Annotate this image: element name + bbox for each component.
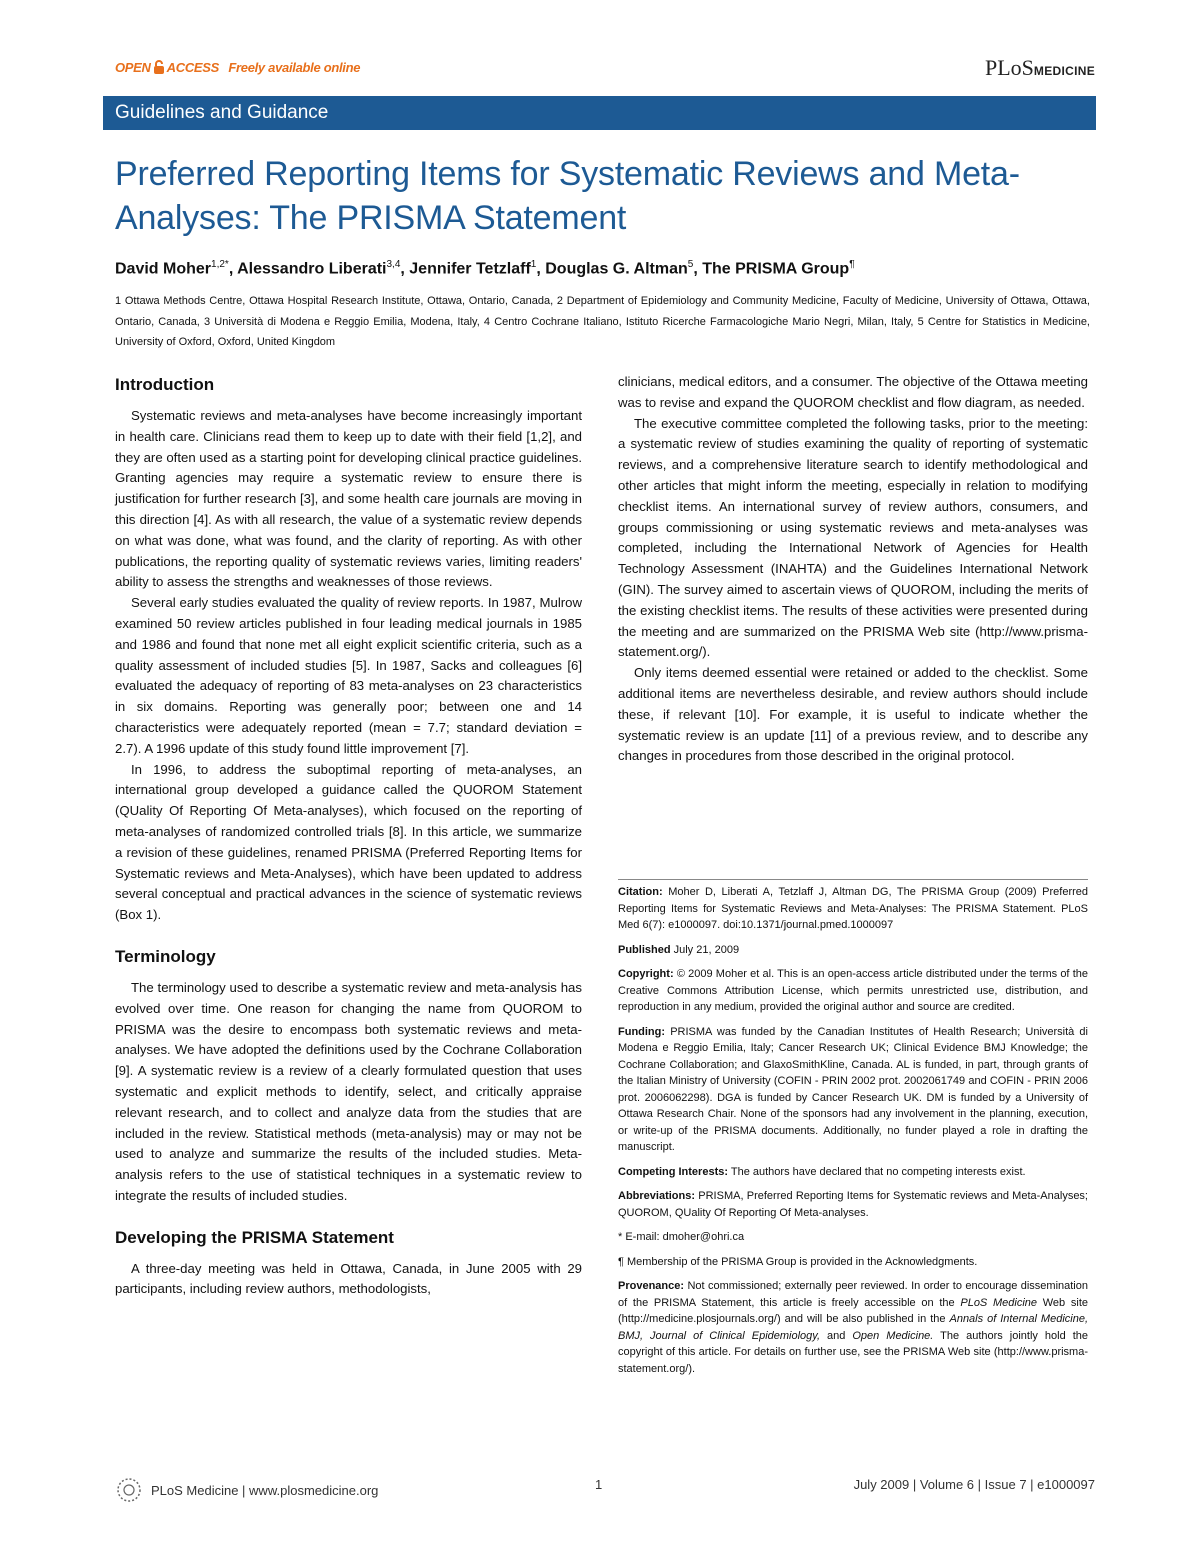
- heading-introduction: Introduction: [115, 375, 215, 394]
- published: [618, 942, 1088, 959]
- freely-available-text: Freely available online: [228, 60, 361, 75]
- paragraph: Only items deemed essential were retained or added to the checklist. Some additional items are nevertheless desirable, and review authors should include these, if relevant [10]. For example, it is useful to indicate whether the systematic review is an update [11] of a previous review, and to describe any changes in procedures from those described in the original protocol.: [618, 665, 1088, 764]
- funding: [618, 1024, 1088, 1156]
- author-name: David Moher: [115, 260, 212, 278]
- funding-text: PRISMA was funded by the Canadian Institutes of Health Research; Università di Modena e Reggio Emilia, Italy; Cancer Research UK; Clinical Evidence BMJ Knowledge; the Cochrane Collaboration; and GlaxoSmithKline, Canada. AL is funded, in part, through grants of the Italian Ministry of University (COFIN - PRIN 2002 prot. 2002061749 and COFIN - PRIN 2006 prot. 2006062298). DGA is funded by Cancer Research UK. DM is funded by a University of Ottawa Research Chair. None of the sponsors had any involvement in the planning, execution, or write-up of the PRISMA documents. Additionally, no funder played a role in drafting the manuscript.: [618, 1025, 1088, 1153]
- open-text: OPEN: [115, 60, 151, 75]
- provenance-text-d: The authors jointly hold the copyright of this article. For details on further use, see the PRISMA Web site (http://www.prisma-statement.org/).: [618, 1329, 1088, 1375]
- footer-left: [115, 1477, 378, 1503]
- right-column: [618, 372, 1088, 767]
- affiliations: 1 Ottawa Methods Centre, Ottawa Hospital Research Institute, Ottawa, Ontario, Canada, 2 Department of Epidemiology and Community Medicine, Faculty of Medicine, University of Ottawa, Ottawa, Ontario, Canada, 3 Università di Modena e Reggio Emilia, Modena, Italy, 4 Centro Cochrane Italiano, Istituto Ricerche Farmacologiche Mario Negri, Milan, Italy, 5 Centre for Statistics in Medicine, University of Oxford, Oxford, United Kingdom: [115, 295, 1090, 348]
- provenance: [618, 1278, 1088, 1377]
- competing-text: The authors have declared that no competing interests exist.: [730, 1165, 1026, 1178]
- competing-interests: [618, 1164, 1088, 1181]
- citation: [618, 884, 1088, 934]
- membership-note: ¶ Membership of the PRISMA Group is provided in the Acknowledgments.: [618, 1255, 978, 1268]
- author-sup: 3,4: [386, 259, 401, 270]
- published-label: Published: [618, 943, 671, 956]
- copyright-text: © 2009 Moher et al. This is an open-access article distributed under the terms of the Creative Commons Attribution License, which permits unrestricted use, distribution, and reproduction in any medium, provided the original author and source are credited.: [618, 968, 1088, 1013]
- abbreviations: [618, 1188, 1088, 1221]
- journal-logo: [985, 55, 1095, 81]
- provenance-label: Provenance:: [618, 1280, 685, 1292]
- journal-logo-main: PLoS: [985, 55, 1034, 80]
- paragraph: The executive committee completed the following tasks, prior to the meeting: a systematic review of studies examining the quality of reporting of systematic reviews, and a comprehensive literature search to identify methodological and other articles that might inform the meeting, especially in relation to modifying checklist items. An international survey of review authors, consumers, and groups commissioning or using systematic reviews and meta-analyses was completed, including the International Network of Agencies for Health Technology Assessment (INAHTA) and the Guidelines International Network (GIN). The survey aimed to ascertain views of QUOROM, including the merits of the existing checklist items. The results of these activities were presented during the meeting and are summarized on the PRISMA Web site (http://www.prisma-statement.org/).: [618, 415, 1088, 660]
- open-lock-icon: [153, 60, 165, 75]
- provenance-journal: Open Medicine.: [852, 1329, 934, 1342]
- heading-terminology: Terminology: [115, 946, 216, 966]
- author-sup: 5: [687, 259, 694, 270]
- heading-developing: Developing the PRISMA Statement: [115, 1227, 394, 1247]
- author-name: Jennifer Tetzlaff: [409, 260, 531, 278]
- left-column: [115, 372, 582, 1300]
- author-name: The PRISMA Group: [702, 260, 850, 278]
- article-title: Preferred Reporting Items for Systematic Reviews and Meta-Analyses: The PRISMA Statement: [115, 155, 1020, 237]
- paragraph: In 1996, to address the suboptimal reporting of meta-analyses, an international group developed a guidance called the QUOROM Statement (QUality Of Reporting Of Meta-analyses), which focused on the reporting of meta-analyses of randomized controlled trials [8]. In this article, we summarize a revision of these guidelines, renamed PRISMA (Preferred Reporting Items for Systematic reviews and Meta-Analyses), which have been updated to address several conceptual and practical advances in the science of systematic reviews (Box 1).: [115, 761, 582, 923]
- access-text: ACCESS: [166, 60, 220, 75]
- paragraph: The terminology used to describe a systematic review and meta-analysis has evolved over time. One reason for changing the name from QUOROM to PRISMA was the desire to encompass both systematic reviews and meta-analyses. We have adopted the definitions used by the Cochrane Collaboration [9]. A systematic review is a review of a clearly formulated question that uses systematic and explicit methods to identify, select, and critically appraise relevant research, and to collect and analyze data from the studies that are included in the review. Statistical methods (meta-analysis) may or may not be used to analyze and summarize the results of the included studies. Meta-analysis refers to the use of statistical techniques in a systematic review to integrate the results of included studies.: [115, 979, 582, 1203]
- author-list: David Moher$^{1,2*}$, Alessandro Liberati$^{3,4}$, Jennifer Tetzlaff$^1$, Douglas G. Altman$^5$, The PRISMA Group¶: [115, 259, 855, 278]
- section-band: [103, 96, 1096, 130]
- journal-logo-sub: MEDICINE: [1033, 64, 1095, 78]
- provenance-text-c: and: [827, 1329, 846, 1342]
- footer-journal: PLoS Medicine | www.plosmedicine.org: [151, 1483, 379, 1498]
- provenance-text-b: Web site (http://medicine.plosjournals.org/) and will be also published in the: [618, 1296, 1089, 1325]
- paragraph: clinicians, medical editors, and a consumer. The objective of the Ottawa meeting was to revise and expand the QUOROM checklist and flow diagram, as needed.: [618, 374, 1088, 410]
- top-bar: [115, 55, 1095, 83]
- abbrev-label: Abbreviations:: [618, 1190, 696, 1202]
- page-footer: [115, 1473, 1095, 1499]
- author-name: Douglas G. Altman: [545, 260, 688, 278]
- page-number: 1: [595, 1477, 603, 1492]
- paragraph: A three-day meeting was held in Ottawa, Canada, in June 2005 with 29 participants, including review authors, methodologists,: [115, 1260, 582, 1297]
- citation-text: Moher D, Liberati A, Tetzlaff J, Altman DG, The PRISMA Group (2009) Preferred Reporting Items for Systematic Reviews and Meta-Analyses: The PRISMA Statement. PLoS Med 6(7): e1000097. doi:10.1371/journal.pmed.1000097: [618, 886, 1089, 931]
- provenance-text-a: Not commissioned; externally peer reviewed. In order to encourage dissemination of the PRISMA Statement, this article is freely accessible on the: [618, 1280, 1088, 1309]
- author-sup: ¶: [849, 259, 855, 270]
- paragraph: Systematic reviews and meta-analyses have become increasingly important in health care. Clinicians read them to keep up to date with their field [1,2], and they are often used as a starting point for developing clinical practice guidelines. Granting agencies may require a systematic review to ensure there is justification for further research [3], and some health care journals are moving in this direction [4]. As with all research, the value of a systematic review depends on what was done, what was found, and the clarity of reporting. As with other publications, the reporting quality of systematic reviews varies, limiting readers' ability to assess the strengths and weaknesses of those reviews.: [115, 408, 582, 590]
- email: * E-mail: dmoher@ohri.ca: [618, 1231, 745, 1243]
- author-name: Alessandro Liberati: [237, 260, 387, 278]
- author-sup: 1: [530, 259, 537, 270]
- copyright-label: Copyright:: [618, 968, 674, 980]
- section-label: Guidelines and Guidance: [115, 102, 329, 123]
- provenance-journal: PLoS Medicine: [960, 1296, 1038, 1309]
- article-info-box: [618, 879, 1088, 1385]
- paragraph: Several early studies evaluated the quality of review reports. In 1987, Mulrow examined 50 review articles published in four leading medical journals in 1985 and 1986 and found that none met all eight explicit scientific criteria, such as a quality assessment of included studies [5]. In 1987, Sacks and colleagues [6] evaluated the adequacy of reporting of 83 meta-analyses on 23 characteristics in six domains. Reporting was generally poor; between one and 14 characteristics were adequately reported (mean = 7.7; standard deviation = 2.7). A 1996 update of this study found little improvement [7].: [115, 595, 582, 756]
- provenance-journals: Annals of Internal Medicine, BMJ, Journal of Clinical Epidemiology,: [618, 1313, 1089, 1342]
- published-date: July 21, 2009: [673, 943, 740, 956]
- copyright: [618, 966, 1088, 1016]
- author-sup: 1,2*: [211, 259, 229, 270]
- citation-label: Citation:: [618, 886, 663, 898]
- footer-issue: July 2009 | Volume 6 | Issue 7 | e1000097: [853, 1477, 1095, 1492]
- competing-label: Competing Interests:: [618, 1165, 729, 1178]
- plos-medicine-logo-icon: [115, 1477, 143, 1503]
- funding-label: Funding:: [618, 1025, 666, 1038]
- open-access-badge: [115, 60, 360, 75]
- abbrev-text: PRISMA, Preferred Reporting Items for Systematic reviews and Meta-Analyses; QUOROM, QUality Of Reporting Of Meta-analyses.: [618, 1190, 1088, 1219]
